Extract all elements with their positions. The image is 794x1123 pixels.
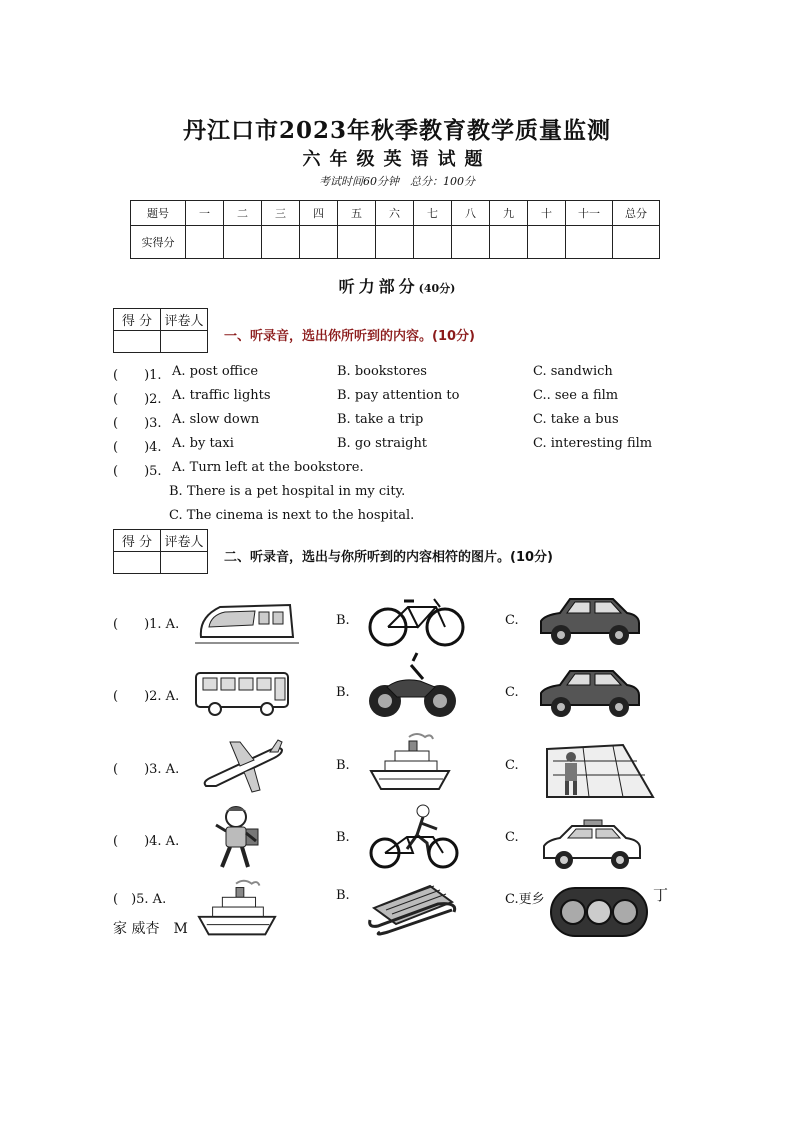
- q3-number: ( )3.: [113, 416, 162, 431]
- grader-box-1: [113, 308, 208, 353]
- part2-heading: 二、听录音，选出与你所听到的内容相符的图片。(10分): [224, 550, 553, 565]
- cyclist-picture[interactable]: [367, 803, 461, 869]
- traffic-light-picture[interactable]: [549, 886, 649, 938]
- score-cell: 一: [186, 201, 224, 226]
- taxi-picture[interactable]: [540, 818, 644, 874]
- p2q4-c-label: C.: [505, 830, 519, 845]
- score-cell: 九: [490, 201, 528, 226]
- score-input-cell[interactable]: [414, 226, 452, 259]
- q3-option-a: A. slow down: [172, 412, 260, 427]
- listening-title: 听力部分: [338, 277, 419, 296]
- walking-boy-picture[interactable]: [212, 805, 264, 871]
- q2-option-c: C.. see a film: [533, 388, 619, 403]
- ship-picture[interactable]: [197, 877, 277, 941]
- part1-heading: 一、听录音，选出你所听到的内容。(10分): [224, 329, 475, 344]
- listening-section-title: [0, 274, 794, 297]
- p2q5-c-label: C.更乡: [505, 892, 545, 907]
- p2q1-b-label: B.: [336, 613, 350, 628]
- score-table: [130, 200, 660, 259]
- score-cell: 题号: [131, 201, 186, 226]
- score-input-cell[interactable]: [452, 226, 490, 259]
- grader-score-label: 得 分: [114, 530, 161, 552]
- sled-picture[interactable]: [368, 880, 460, 936]
- p2q3-c-label: C.: [505, 758, 519, 773]
- score-cell: 八: [452, 201, 490, 226]
- subway-picture[interactable]: [543, 741, 655, 799]
- grader-score-label: 得 分: [114, 309, 161, 331]
- p2q2-b-label: B.: [336, 685, 350, 700]
- score-cell: 六: [376, 201, 414, 226]
- p2q5-b-label: B.: [336, 888, 350, 903]
- score-cell: 十一: [566, 201, 613, 226]
- q5-number: ( )5.: [113, 464, 162, 479]
- exam-subtitle: 六年级英语试题: [302, 149, 492, 170]
- q4-option-a: A. by taxi: [172, 436, 234, 451]
- q5-option-a: A. Turn left at the bookstore.: [172, 460, 364, 475]
- plane-picture[interactable]: [200, 738, 284, 794]
- score-input-cell[interactable]: [490, 226, 528, 259]
- score-cell: 十: [528, 201, 566, 226]
- car-picture[interactable]: [535, 665, 645, 721]
- score-cell: 二: [224, 201, 262, 226]
- q2-number: ( )2.: [113, 392, 162, 407]
- q3-option-c: C. take a bus: [533, 412, 619, 427]
- score-cell: 七: [414, 201, 452, 226]
- p2q1-number: ( )1. A.: [113, 617, 180, 632]
- score-input-cell[interactable]: [186, 226, 224, 259]
- q5-option-c: C. The cinema is next to the hospital.: [169, 508, 415, 523]
- stray-text: 家 威杏 M: [113, 921, 188, 937]
- score-input-cell[interactable]: [300, 226, 338, 259]
- q4-number: ( )4.: [113, 440, 162, 455]
- q5-option-b: B. There is a pet hospital in my city.: [169, 484, 406, 499]
- score-cell: 三: [262, 201, 300, 226]
- exam-meta: 考试时间60分钟 总分：100分: [319, 175, 475, 188]
- q3-option-b: B. take a trip: [337, 412, 424, 427]
- q4-option-c: C. interesting film: [533, 436, 653, 451]
- p2q2-number: ( )2. A.: [113, 689, 180, 704]
- train-picture[interactable]: [195, 597, 300, 645]
- p2q4-b-label: B.: [336, 830, 350, 845]
- score-cell: 总分: [613, 201, 660, 226]
- score-table-header-row: [131, 201, 660, 226]
- score-input-cell[interactable]: [528, 226, 566, 259]
- ship-picture[interactable]: [369, 731, 451, 795]
- grader-box-2: [113, 529, 208, 574]
- exam-title: 丹江口市2023年秋季教育教学质量监测: [182, 117, 611, 144]
- score-table-value-row: [131, 226, 660, 259]
- grader-reviewer-label: 评卷人: [161, 530, 208, 552]
- p2q4-number: ( )4. A.: [113, 834, 180, 849]
- q1-option-b: B. bookstores: [337, 364, 427, 379]
- bus-picture[interactable]: [193, 669, 293, 717]
- q4-option-b: B. go straight: [337, 436, 428, 451]
- score-input-cell[interactable]: [613, 226, 660, 259]
- p2q3-b-label: B.: [336, 758, 350, 773]
- grader-reviewer-cell[interactable]: [161, 552, 208, 574]
- score-input-cell[interactable]: [262, 226, 300, 259]
- q2-option-b: B. pay attention to: [337, 388, 460, 403]
- q1-option-c: C. sandwich: [533, 364, 613, 379]
- grader-score-cell[interactable]: [114, 331, 161, 353]
- score-input-cell[interactable]: [338, 226, 376, 259]
- score-cell: 四: [300, 201, 338, 226]
- grader-score-cell[interactable]: [114, 552, 161, 574]
- q1-number: ( )1.: [113, 368, 162, 383]
- q2-option-a: A. traffic lights: [172, 388, 271, 403]
- score-input-cell[interactable]: [566, 226, 613, 259]
- p2q1-c-label: C.: [505, 613, 519, 628]
- bicycle-picture[interactable]: [368, 595, 466, 647]
- score-input-cell[interactable]: [224, 226, 262, 259]
- listening-points: (40分): [418, 282, 456, 295]
- stray-glyph-right: 丁: [653, 886, 669, 904]
- score-input-cell[interactable]: [376, 226, 414, 259]
- score-cell: 五: [338, 201, 376, 226]
- grader-reviewer-label: 评卷人: [161, 309, 208, 331]
- p2q2-c-label: C.: [505, 685, 519, 700]
- p2q3-number: ( )3. A.: [113, 762, 180, 777]
- p2q5-number: ( )5. A.: [113, 892, 167, 907]
- motorcycle-picture[interactable]: [365, 651, 460, 721]
- q1-option-a: A. post office: [172, 364, 259, 379]
- grader-reviewer-cell[interactable]: [161, 331, 208, 353]
- score-row-label: 实得分: [131, 226, 186, 259]
- car-picture[interactable]: [535, 593, 645, 649]
